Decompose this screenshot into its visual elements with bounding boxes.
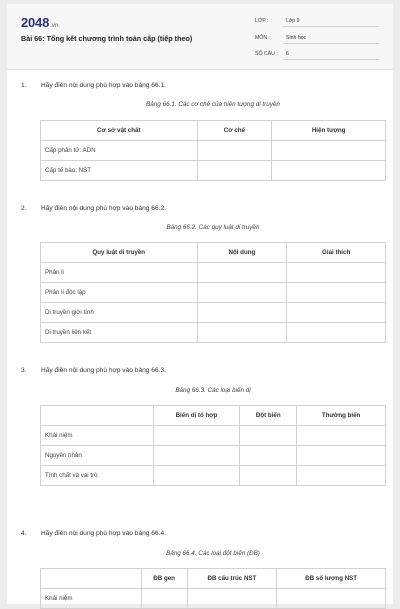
row-label: Cấp phân tử: ADN — [41, 141, 198, 161]
row-label: Di truyền giới tính — [41, 303, 198, 323]
answer-table — [40, 568, 386, 609]
answer-table — [40, 242, 386, 343]
answer-cell[interactable] — [287, 283, 386, 303]
answer-cell[interactable] — [197, 283, 287, 303]
meta-question-count-label: SỐ CÂU : — [255, 51, 278, 57]
answer-cell[interactable] — [287, 323, 386, 343]
table-row — [41, 426, 386, 446]
table-caption: Bảng 66.3. Các loại biến dị — [175, 387, 251, 394]
table-row — [41, 589, 386, 609]
table-row — [41, 263, 386, 283]
answer-cell[interactable] — [287, 303, 386, 323]
site-logo[interactable]: 2048.vn — [21, 15, 59, 30]
page-title: Bài 66: Tổng kết chương trình toàn cấp (tiếp theo) — [21, 34, 193, 43]
table-row — [41, 283, 386, 303]
answer-cell[interactable] — [197, 263, 287, 283]
question-text: Hãy điền nội dung phù hợp vào bảng 66.4. — [41, 530, 166, 537]
table-row — [41, 161, 386, 181]
table-row — [41, 323, 386, 343]
meta-subject-value: Sinh học — [283, 35, 379, 44]
row-label: Nguyên nhân — [41, 446, 154, 466]
table-caption: Bảng 66.4. Các loại đột biến (ĐB) — [166, 550, 260, 557]
column-header: ĐB số lượng NST — [277, 569, 386, 589]
logo-domain-suffix: .vn — [50, 23, 59, 29]
row-label: Phân li độc lập — [41, 283, 198, 303]
answer-cell[interactable] — [153, 446, 240, 466]
column-header: Thường biến — [297, 406, 386, 426]
column-header: Hiện tượng — [272, 121, 386, 141]
column-header: Đột biến — [240, 406, 297, 426]
answer-cell[interactable] — [197, 323, 287, 343]
answer-cell[interactable] — [287, 263, 386, 283]
answer-cell[interactable] — [272, 161, 386, 181]
table-row — [41, 466, 386, 486]
column-header: Cơ chế — [197, 121, 272, 141]
answer-cell[interactable] — [297, 466, 386, 486]
worksheet-header — [7, 4, 393, 70]
question-number: 3. — [21, 367, 27, 374]
answer-cell[interactable] — [297, 426, 386, 446]
table-caption: Bảng 66.2. Các quy luật di truyền — [166, 224, 260, 231]
question-number: 1. — [21, 82, 27, 89]
row-label: Phân li — [41, 263, 198, 283]
table-header-row — [41, 121, 386, 141]
row-label: Cấp tế bào: NST — [41, 161, 198, 181]
row-label: Khái niệm — [41, 589, 142, 609]
question-text: Hãy điền nội dung phù hợp vào bảng 66.2. — [41, 205, 166, 212]
answer-cell[interactable] — [272, 141, 386, 161]
answer-cell[interactable] — [240, 446, 297, 466]
table-row — [41, 446, 386, 466]
question-text: Hãy điền nội dung phù hợp vào bảng 66.1. — [41, 82, 166, 89]
column-header: ĐB cấu trúc NST — [187, 569, 277, 589]
table-header-row — [41, 243, 386, 263]
meta-grade-value: Lớp 9 — [283, 18, 379, 27]
column-header: Biến dị tổ hợp — [153, 406, 240, 426]
answer-cell[interactable] — [240, 426, 297, 446]
row-label: Khái niệm — [41, 426, 154, 446]
table-caption: Bảng 66.1. Các cơ chế của hiện tượng di truyền — [146, 101, 280, 108]
column-header: Quy luật di truyền — [41, 243, 198, 263]
meta-grade-label: LỚP : — [255, 18, 269, 24]
question-number: 4. — [21, 530, 27, 537]
answer-cell[interactable] — [153, 466, 240, 486]
table-row — [41, 141, 386, 161]
answer-cell[interactable] — [197, 141, 272, 161]
answer-table — [40, 405, 386, 486]
column-header: ĐB gen — [141, 569, 187, 589]
column-header: Cơ sở vật chất — [41, 121, 198, 141]
column-header: Giải thích — [287, 243, 386, 263]
row-label: Di truyền liên kết — [41, 323, 198, 343]
answer-cell[interactable] — [153, 426, 240, 446]
answer-cell[interactable] — [197, 303, 287, 323]
meta-subject-label: MÔN : — [255, 35, 270, 41]
table-row — [41, 303, 386, 323]
row-label: Tính chất và vai trò — [41, 466, 154, 486]
question-number: 2. — [21, 205, 27, 212]
answer-cell[interactable] — [297, 446, 386, 466]
table-header-row — [41, 406, 386, 426]
answer-cell[interactable] — [277, 589, 386, 609]
meta-question-count-value: 6 — [283, 51, 379, 60]
column-header — [41, 406, 154, 426]
answer-table — [40, 120, 386, 181]
question-text: Hãy điền nội dung phù hợp vào bảng 66.3. — [41, 367, 166, 374]
column-header — [41, 569, 142, 589]
column-header: Nội dung — [197, 243, 287, 263]
answer-cell[interactable] — [141, 589, 187, 609]
answer-cell[interactable] — [197, 161, 272, 181]
table-header-row — [41, 569, 386, 589]
answer-cell[interactable] — [187, 589, 277, 609]
answer-cell[interactable] — [240, 466, 297, 486]
worksheet-page — [7, 4, 393, 604]
